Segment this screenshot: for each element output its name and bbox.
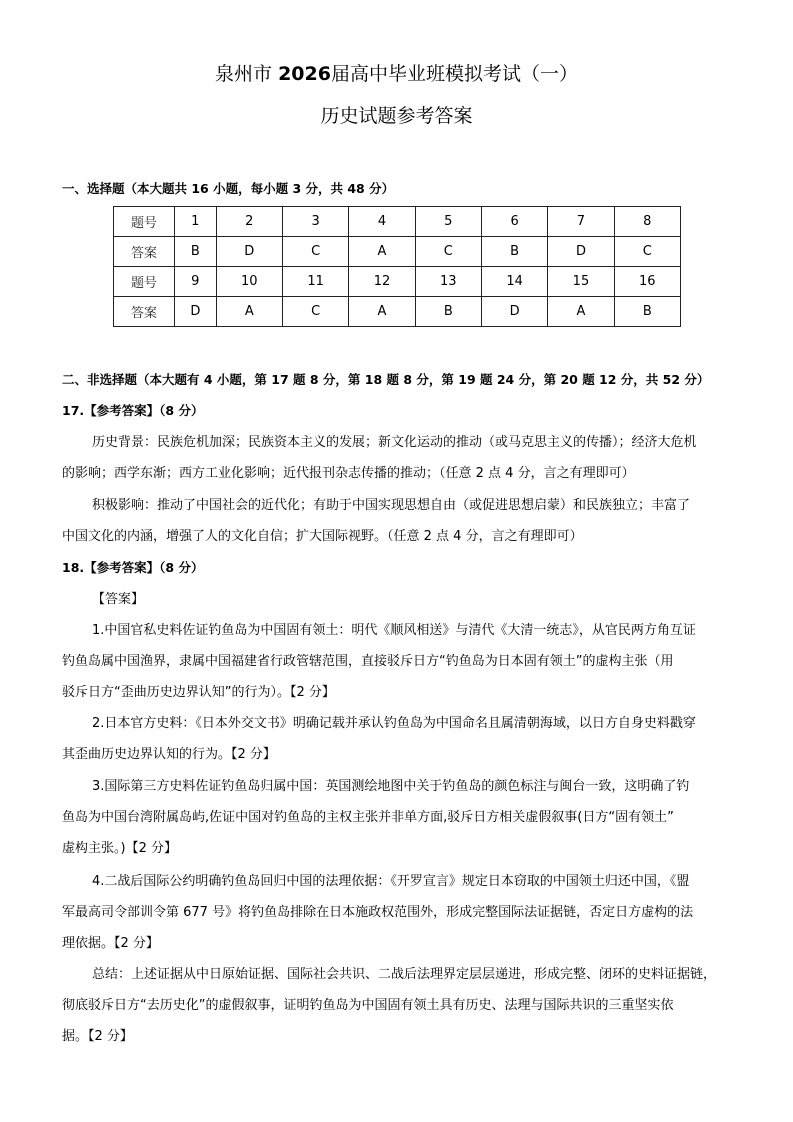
- table-cell: 9: [175, 267, 217, 297]
- table-cell: 3: [282, 207, 348, 237]
- table-cell: C: [282, 237, 348, 267]
- table-cell: 14: [481, 267, 547, 297]
- table-cell: D: [175, 297, 217, 327]
- table-row: [114, 237, 681, 267]
- q18-line: 据。【2 分】: [62, 1029, 133, 1044]
- table-cell: 10: [216, 267, 282, 297]
- section1-heading: 一、选择题（本大题共 16 小题，每小题 3 分，共 48 分）: [62, 181, 395, 196]
- q18-answer-label: 【答案】: [92, 592, 145, 607]
- table-cell: B: [175, 237, 217, 267]
- table-cell: 12: [349, 267, 415, 297]
- document-subtitle: 历史试题参考答案: [320, 105, 473, 127]
- table-cell: B: [614, 297, 680, 327]
- table-cell: B: [481, 237, 547, 267]
- table-cell: B: [415, 297, 481, 327]
- table-row: [114, 297, 681, 327]
- q18-line: 驳斥日方“歪曲历史边界认知”的行为）。【2 分】: [62, 685, 335, 700]
- table-cell: A: [548, 297, 614, 327]
- table-cell: D: [216, 237, 282, 267]
- row-label: 题号: [114, 267, 175, 297]
- q17-heading: 17.【参考答案】（8 分）: [62, 403, 204, 418]
- table-cell: 8: [614, 207, 680, 237]
- title-prefix: 泉州市: [215, 63, 273, 85]
- q18-line: 钓鱼岛属中国渔界，隶属中国福建省行政管辖范围，直接驳斥日方“钓鱼岛为日本固有领土”的虚构主张（用: [62, 654, 674, 669]
- q17-line: 历史背景：民族危机加深；民族资本主义的发展；新文化运动的推动（或马克思主义的传播）；经济大危机: [92, 435, 697, 450]
- title-suffix: 届高中毕业班模拟考试（一）: [330, 63, 578, 85]
- table-cell: A: [216, 297, 282, 327]
- q18-line: 2.日本官方史料：《日本外交文书》明确记载并承认钓鱼岛为中国命名且属清朝海域，以日方自身史料戳穿: [92, 716, 696, 731]
- answer-table: [113, 206, 681, 327]
- document-title: [0, 62, 793, 86]
- table-cell: C: [614, 237, 680, 267]
- q17-line: 中国文化的内涵，增强了人的文化自信；扩大国际视野。（任意 2 点 4 分，言之有理即可）: [62, 529, 583, 544]
- table-cell: 11: [282, 267, 348, 297]
- table-cell: 1: [175, 207, 217, 237]
- row-label: 答案: [114, 297, 175, 327]
- q18-line: 鱼岛为中国台湾附属岛屿,佐证中国对钓鱼岛的主权主张并非单方面,驳斥日方相关虚假叙事(日方“固有领土”: [62, 810, 674, 825]
- table-cell: A: [349, 297, 415, 327]
- table-cell: D: [548, 237, 614, 267]
- q18-line: 军最高司令部训令第 677 号》将钓鱼岛排除在日本施政权范围外，形成完整国际法证据链，否定日方虚构的法: [62, 905, 694, 920]
- q17-line: 积极影响：推动了中国社会的近代化；有助于中国实现思想自由（或促进思想启蒙）和民族独立；丰富了: [92, 498, 691, 513]
- section2-heading: 二、非选择题（本大题有 4 小题，第 17 题 8 分，第 18 题 8 分，第 19 题 24 分，第 20 题 12 分，共 52 分）: [62, 372, 710, 387]
- table-cell: 4: [349, 207, 415, 237]
- table-cell: A: [349, 237, 415, 267]
- table-cell: 5: [415, 207, 481, 237]
- table-cell: 16: [614, 267, 680, 297]
- table-cell: C: [282, 297, 348, 327]
- table-cell: 6: [481, 207, 547, 237]
- table-cell: 13: [415, 267, 481, 297]
- table-row: [114, 267, 681, 297]
- title-year: 2026: [278, 63, 331, 85]
- table-cell: 2: [216, 207, 282, 237]
- table-row: [114, 207, 681, 237]
- q18-line: 彻底驳斥日方“去历史化”的虚假叙事，证明钓鱼岛为中国固有领土具有历史、法理与国际共识的三重坚实依: [62, 998, 674, 1013]
- q18-line: 虚构主张。)【2 分】: [62, 841, 177, 856]
- row-label: 答案: [114, 237, 175, 267]
- table-cell: 7: [548, 207, 614, 237]
- q18-line: 4.二战后国际公约明确钓鱼岛回归中国的法理依据：《开罗宣言》规定日本窃取的中国领土归还中国，《盟: [92, 874, 690, 889]
- q18-line: 1.中国官私史料佐证钓鱼岛为中国固有领土：明代《顺风相送》与清代《大清一统志》，从官民两方角互证: [92, 623, 696, 638]
- table-cell: 15: [548, 267, 614, 297]
- table-cell: D: [481, 297, 547, 327]
- q18-heading: 18.【参考答案】（8 分）: [62, 560, 204, 575]
- q18-line: 其歪曲历史边界认知的行为。【2 分】: [62, 747, 276, 762]
- q18-line: 理依据。【2 分】: [62, 936, 159, 951]
- q18-line: 总结：上述证据从中日原始证据、国际社会共识、二战后法理界定层层递进，形成完整、闭环的史料证据链，: [92, 967, 717, 982]
- q17-line: 的影响；西学东渐；西方工业化影响；近代报刊杂志传播的推动；（任意 2 点 4 分，言之有理即可）: [62, 466, 635, 481]
- row-label: 题号: [114, 207, 175, 237]
- table-cell: C: [415, 237, 481, 267]
- q18-line: 3.国际第三方史料佐证钓鱼岛归属中国：英国测绘地图中关于钓鱼岛的颜色标注与闽台一致，这明确了钓: [92, 779, 690, 794]
